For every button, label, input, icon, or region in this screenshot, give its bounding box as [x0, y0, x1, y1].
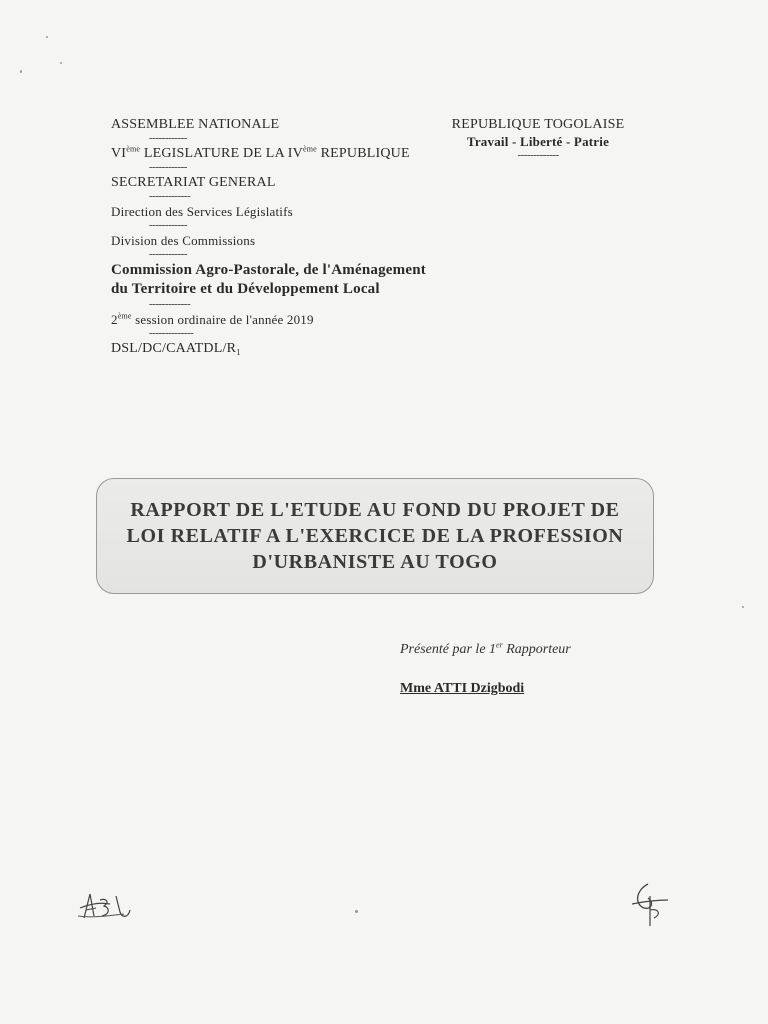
institution-name: ASSEMBLEE NATIONALE — [111, 117, 280, 132]
separator: ------------ — [149, 248, 187, 260]
commission-line-2: du Territoire et du Développement Local — [111, 281, 380, 297]
report-title-line-3: D'URBANISTE AU TOGO — [252, 551, 498, 573]
separator: ------------ — [149, 219, 187, 231]
national-motto: Travail - Liberté - Patrie — [466, 134, 610, 149]
presenter-role: Présenté par le 1er Rapporteur — [400, 640, 571, 657]
division-line: Division des Commissions — [111, 233, 256, 248]
scan-speck — [742, 606, 744, 608]
header-left — [111, 116, 471, 357]
scan-speck — [20, 70, 22, 73]
separator: ------------- — [149, 298, 191, 310]
country-name: REPUBLIQUE TOGOLAISE — [451, 117, 625, 132]
separator: ------------ — [149, 132, 187, 144]
scan-speck — [46, 36, 48, 38]
separator: ------------- — [517, 149, 559, 161]
scan-speck — [60, 62, 62, 64]
report-title-line-1: RAPPORT DE L'ETUDE AU FOND DU PROJET DE — [130, 499, 620, 521]
reference-code: DSL/DC/CAATDL/R₁ — [111, 341, 242, 356]
handwritten-initials-left — [76, 886, 146, 926]
report-title-box — [96, 478, 654, 594]
report-title-line-2: LOI RELATIF A L'EXERCICE DE LA PROFESSION — [126, 525, 624, 547]
scan-speck — [355, 910, 358, 913]
separator: -------------- — [149, 327, 194, 339]
separator: ------------ — [149, 161, 187, 173]
presenter-name: Mme ATTI Dzigbodi — [400, 681, 525, 696]
header-right — [438, 116, 638, 162]
legislature-line: VIème LEGISLATURE DE LA IVème REPUBLIQUE — [111, 144, 410, 161]
session-line: 2ème session ordinaire de l'année 2019 — [111, 311, 314, 327]
separator: ------------- — [149, 190, 191, 202]
secretariat-line: SECRETARIAT GENERAL — [111, 175, 276, 190]
commission-line-1: Commission Agro-Pastorale, de l'Aménagement — [111, 262, 426, 278]
handwritten-initials-right — [628, 880, 672, 932]
direction-line: Direction des Services Législatifs — [111, 204, 293, 219]
